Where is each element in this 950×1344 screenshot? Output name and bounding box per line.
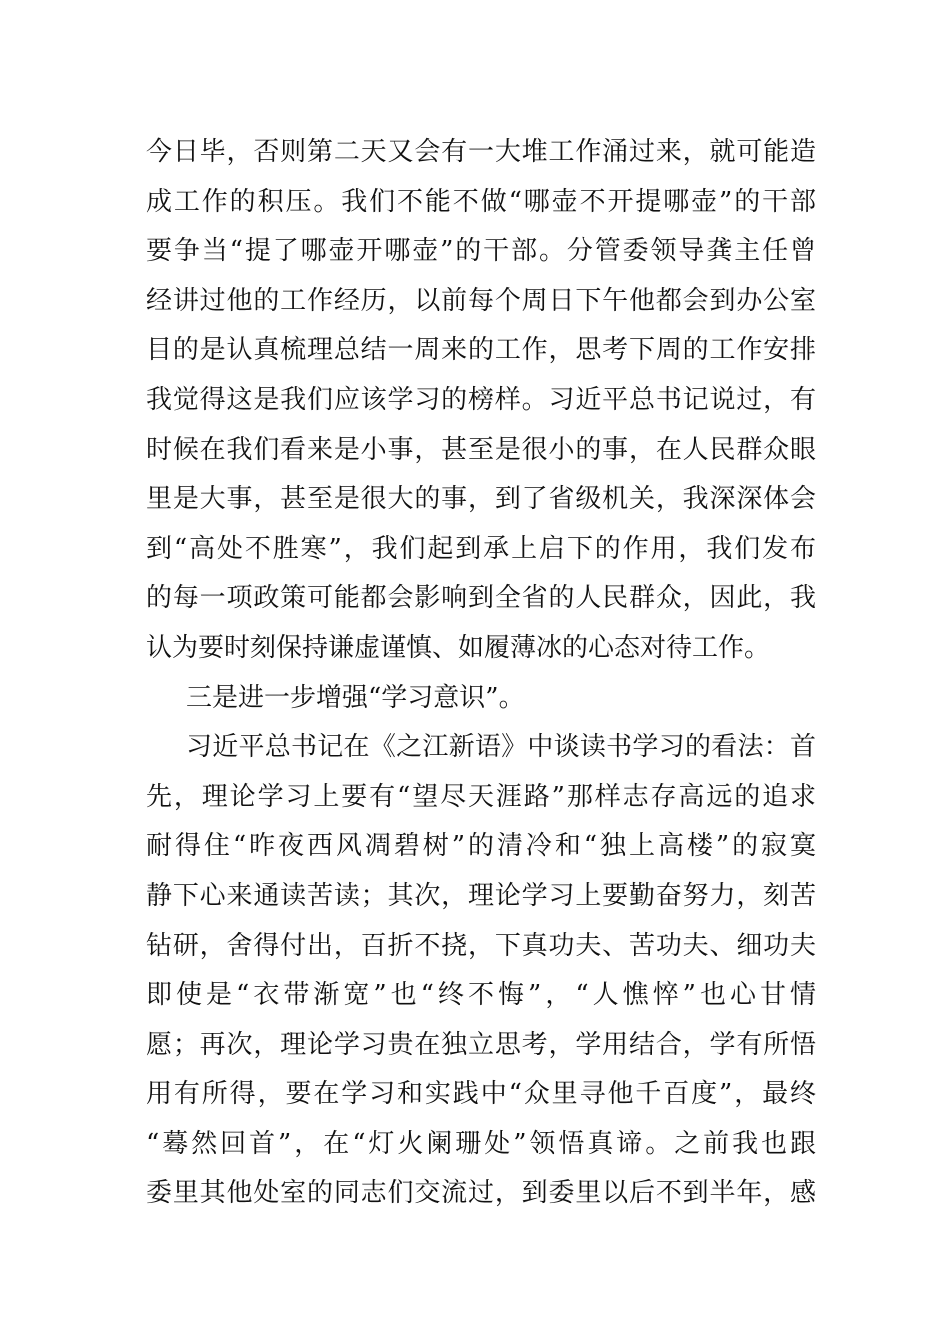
- text-line: 时候在我们看来是小事，甚至是很小的事，在人民群众眼: [146, 434, 816, 465]
- text-line: 愿；再次，理论学习贵在独立思考，学用结合，学有所悟: [146, 1029, 816, 1060]
- text-line: 委里其他处室的同志们交流过，到委里以后不到半年，感: [146, 1178, 816, 1209]
- text-line: 钻研，舍得付出，百折不挠，下真功夫、苦功夫、细功夫: [146, 930, 816, 961]
- text-line: “蓦然回首”，在“灯火阑珊处”领悟真谛。之前我也跟: [146, 1128, 816, 1159]
- text-line: 习近平总书记在《之江新语》中谈读书学习的看法：首: [186, 732, 816, 763]
- section-heading: 三是进一步增强“学习意识”。: [186, 682, 525, 713]
- text-line: 认为要时刻保持谦虚谨慎、如履薄冰的心态对待工作。: [146, 632, 771, 663]
- text-line: 经讲过他的工作经历，以前每个周日下午他都会到办公室: [146, 285, 816, 316]
- body-text: [146, 128, 816, 1219]
- text-line: 里是大事，甚至是很大的事，到了省级机关，我深深体会: [146, 484, 816, 515]
- paragraph-study-views: [146, 723, 816, 1219]
- text-line: 目的是认真梳理总结一周来的工作，思考下周的工作安排: [146, 335, 816, 366]
- text-line: 静下心来通读苦读；其次，理论学习上要勤奋努力，刻苦: [146, 880, 816, 911]
- text-line: 耐得住“昨夜西风凋碧树”的清冷和“独上高楼”的寂寞: [146, 831, 816, 862]
- text-line: 用有所得，要在学习和实践中“众里寻他千百度”，最终: [146, 1079, 816, 1110]
- text-line: 今日毕，否则第二天又会有一大堆工作涌过来，就可能造: [146, 137, 816, 167]
- paragraph-work-attitude: [146, 128, 816, 674]
- text-line: 我觉得这是我们应该学习的榜样。习近平总书记说过，有: [146, 384, 816, 415]
- paragraph-heading-study-awareness: [146, 674, 816, 724]
- text-line: 先，理论学习上要有“望尽天涯路”那样志存高远的追求: [146, 781, 816, 812]
- text-line: 的每一项政策可能都会影响到全省的人民群众，因此，我: [146, 583, 816, 614]
- text-line: 到“高处不胜寒”，我们起到承上启下的作用，我们发布: [146, 533, 816, 564]
- text-line: 要争当“提了哪壶开哪壶”的干部。分管委领导龚主任曾: [146, 236, 816, 267]
- text-line: 成工作的积压。我们不能不做“哪壶不开提哪壶”的干部: [146, 186, 816, 217]
- text-line: 即使是“衣带渐宽”也“终不悔”，“人憔悴”也心甘情: [146, 980, 816, 1011]
